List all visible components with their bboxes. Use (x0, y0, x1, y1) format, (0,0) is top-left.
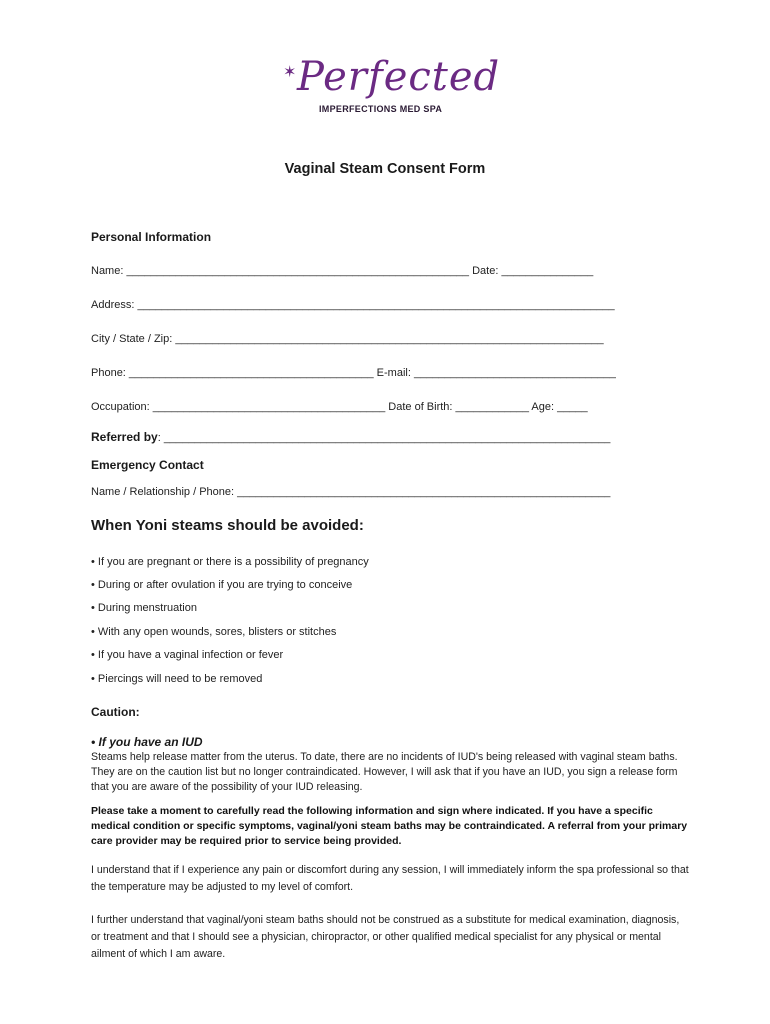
avoid-item: • During menstruation (91, 602, 197, 614)
avoid-item: • Piercings will need to be removed (91, 673, 263, 685)
consent-paragraph: I further understand that vaginal/yoni steam baths should not be construed as a substitute for medical examination, diagnosis, or treatment and that I should see a physician, chiropractor, or other qualified medical specialist for any physical or mental ailment of which I am aware. (91, 914, 680, 960)
personal-info-heading: Personal Information (91, 230, 212, 244)
referred-by-field[interactable] (91, 430, 610, 444)
avoid-item: • During or after ovulation if you are trying to conceive (91, 579, 353, 591)
caution-heading: Caution: (91, 705, 140, 719)
referred-by-line: : _________________________________________________________________________ (157, 432, 611, 444)
sparkle-icon: ✶ (283, 64, 297, 81)
page-title: Vaginal Steam Consent Form (284, 161, 486, 177)
city-state-zip-field[interactable]: City / State / Zip: ______________________________________________________________________ (91, 333, 604, 345)
name-date-field[interactable]: Name: ________________________________________________________ Date: _______________ (91, 265, 594, 277)
phone-email-field[interactable]: Phone: ________________________________________ E-mail: _________________________________ (91, 367, 616, 379)
address-field[interactable]: Address: ______________________________________________________________________________ (91, 299, 615, 311)
referred-by-label: Referred by (91, 430, 158, 444)
avoid-item: • If you are pregnant or there is a possibility of pregnancy (91, 556, 369, 568)
emergency-contact-heading: Emergency Contact (91, 458, 204, 472)
consent-paragraph: I understand that if I experience any pain or discomfort during any session, I will immediately inform the spa professional so that the temperature may be adjusted to my level of comfort. (91, 864, 689, 893)
notice-text: Please take a moment to carefully read the following information and sign where indicated. If you have a specific medical condition or specific symptoms, vaginal/yoni steam baths may be contraindicated. A referral from your primary care provider may be required prior to service being provided. (91, 805, 688, 847)
avoid-heading: When Yoni steams should be avoided: (91, 517, 364, 534)
avoid-item: • With any open wounds, sores, blisters or stitches (91, 626, 337, 638)
logo-subtitle: IMPERFECTIONS MED SPA (319, 104, 443, 114)
emergency-contact-field[interactable]: Name / Relationship / Phone: _____________________________________________________________ (91, 486, 611, 498)
occupation-dob-age-field[interactable]: Occupation: ______________________________________ Date of Birth: ____________ Age: _____ (91, 401, 588, 413)
iud-heading: • If you have an IUD (91, 735, 203, 749)
spa-logo (283, 54, 501, 128)
iud-text: Steams help release matter from the uterus. To date, there are no incidents of IUD's being released with vaginal steam baths. They are on the caution list but no longer contraindicated. However, I will ask that if you have an IUD, you sign a release form that you are aware of the possibility of your IUD releasing. (91, 751, 678, 793)
logo-script-text: Perfected (297, 54, 501, 100)
avoid-item: • If you have a vaginal infection or fever (91, 649, 284, 661)
